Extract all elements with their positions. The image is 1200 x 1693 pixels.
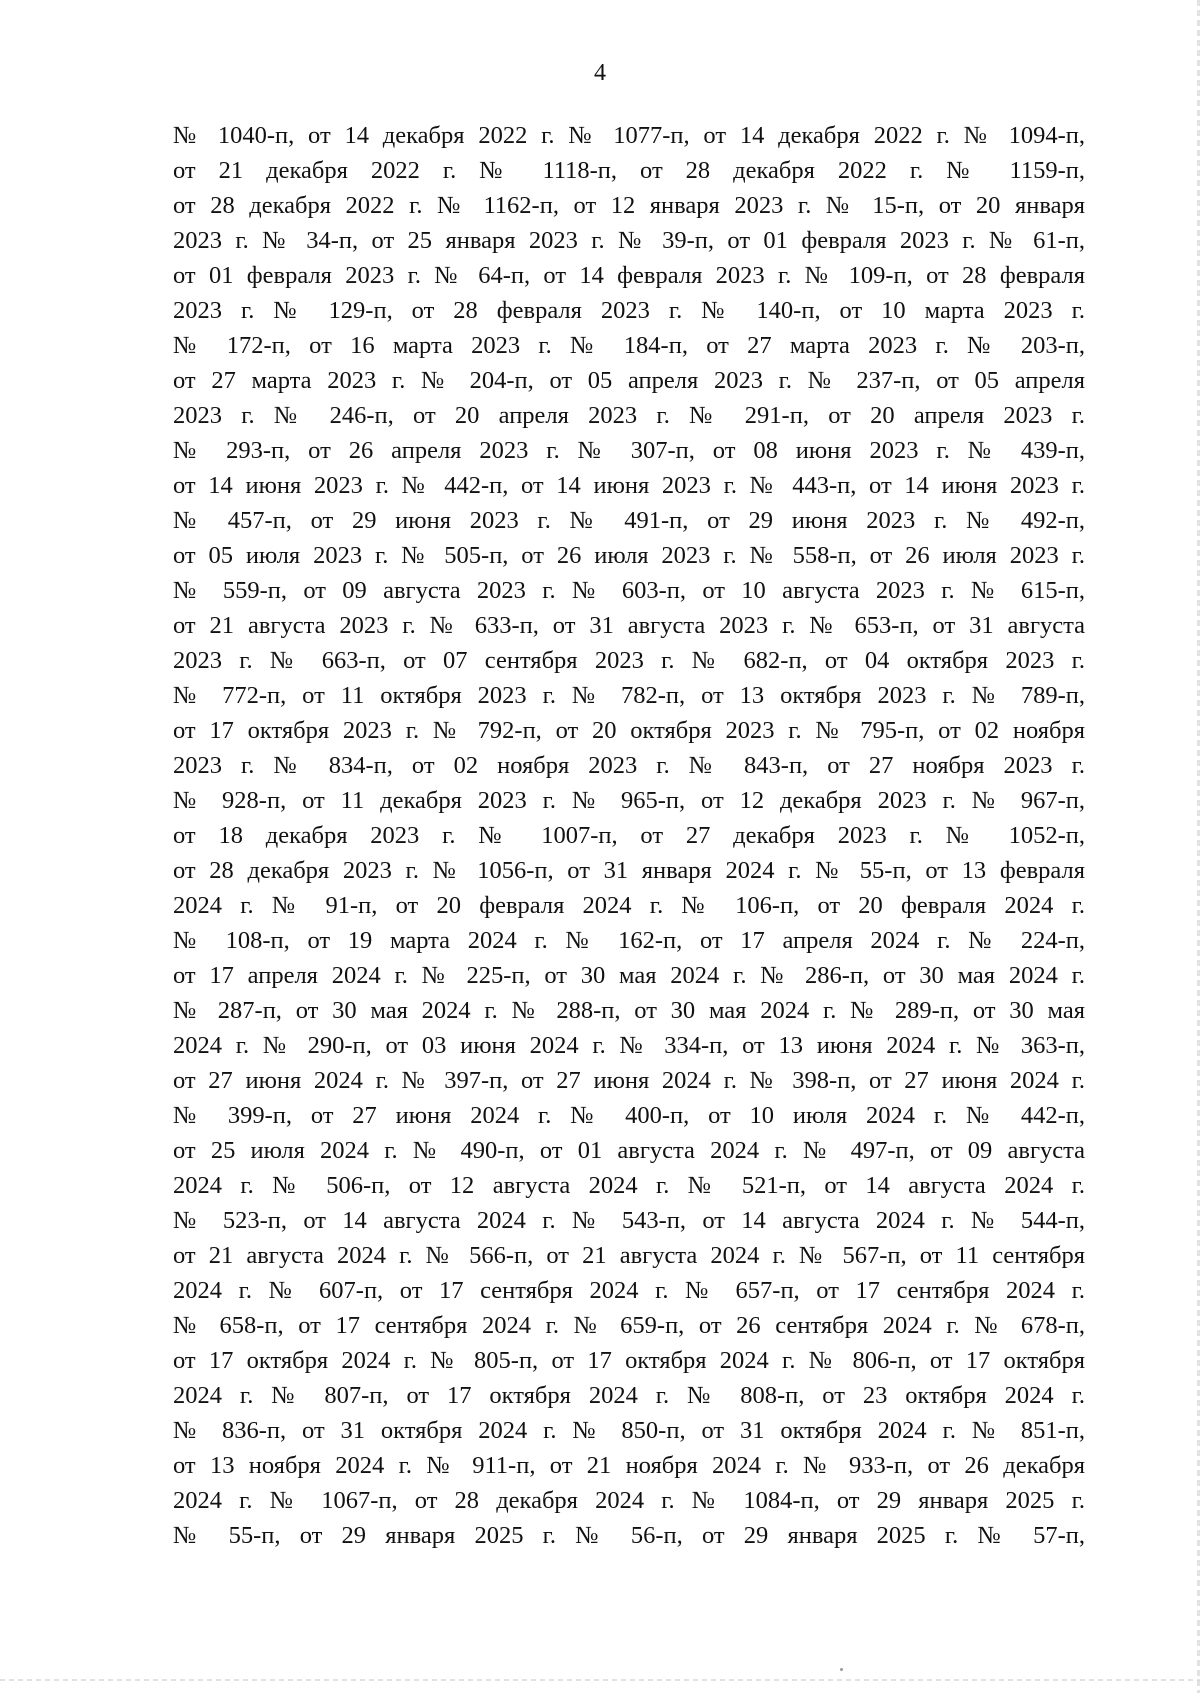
page-number: 4 [594,60,606,86]
text-line: 2023 г. № 129-п, от 28 февраля 2023 г. № 140-п, от 10 марта 2023 г. [173,297,1085,324]
text-line: от 27 марта 2023 г. № 204-п, от 05 апреля 2023 г. № 237-п, от 05 апреля [173,367,1085,394]
text-line: от 13 ноября 2024 г. № 911-п, от 21 ноября 2024 г. № 933-п, от 26 декабря [173,1452,1085,1479]
text-line: от 21 декабря 2022 г. № 1118-п, от 28 декабря 2022 г. № 1159-п, [173,157,1085,184]
text-line: от 17 октября 2023 г. № 792-п, от 20 октября 2023 г. № 795-п, от 02 ноября [173,717,1085,744]
text-line: № 928-п, от 11 декабря 2023 г. № 965-п, от 12 декабря 2023 г. № 967-п, [173,787,1085,814]
text-line: 2023 г. № 834-п, от 02 ноября 2023 г. № 843-п, от 27 ноября 2023 г. [173,752,1085,779]
text-line: № 55-п, от 29 января 2025 г. № 56-п, от 29 января 2025 г. № 57-п, [173,1522,1085,1549]
text-line: от 28 декабря 2022 г. № 1162-п, от 12 января 2023 г. № 15-п, от 20 января [173,192,1085,219]
body-text [173,118,1085,1553]
text-line: 2023 г. № 34-п, от 25 января 2023 г. № 39-п, от 01 февраля 2023 г. № 61-п, [173,227,1085,254]
text-line: 2023 г. № 663-п, от 07 сентября 2023 г. № 682-п, от 04 октября 2023 г. [173,647,1085,674]
scan-edge-bottom [0,1679,1200,1681]
text-line: от 01 февраля 2023 г. № 64-п, от 14 февраля 2023 г. № 109-п, от 28 февраля [173,262,1085,289]
text-line: 2024 г. № 607-п, от 17 сентября 2024 г. № 657-п, от 17 сентября 2024 г. [173,1277,1085,1304]
text-line: от 28 декабря 2023 г. № 1056-п, от 31 января 2024 г. № 55-п, от 13 февраля [173,857,1085,884]
text-line: № 523-п, от 14 августа 2024 г. № 543-п, от 14 августа 2024 г. № 544-п, [173,1207,1085,1234]
text-line: № 172-п, от 16 марта 2023 г. № 184-п, от 27 марта 2023 г. № 203-п, [173,332,1085,359]
text-line: от 21 августа 2023 г. № 633-п, от 31 августа 2023 г. № 653-п, от 31 августа [173,612,1085,639]
text-line: 2024 г. № 1067-п, от 28 декабря 2024 г. № 1084-п, от 29 января 2025 г. [173,1487,1085,1514]
text-line: 2024 г. № 807-п, от 17 октября 2024 г. № 808-п, от 23 октября 2024 г. [173,1382,1085,1409]
text-line: № 836-п, от 31 октября 2024 г. № 850-п, от 31 октября 2024 г. № 851-п, [173,1417,1085,1444]
text-line: от 21 августа 2024 г. № 566-п, от 21 августа 2024 г. № 567-п, от 11 сентября [173,1242,1085,1269]
text-line: от 17 апреля 2024 г. № 225-п, от 30 мая 2024 г. № 286-п, от 30 мая 2024 г. [173,962,1085,989]
text-line: 2023 г. № 246-п, от 20 апреля 2023 г. № 291-п, от 20 апреля 2023 г. [173,402,1085,429]
text-line: № 399-п, от 27 июня 2024 г. № 400-п, от 10 июля 2024 г. № 442-п, [173,1102,1085,1129]
text-line: № 559-п, от 09 августа 2023 г. № 603-п, от 10 августа 2023 г. № 615-п, [173,577,1085,604]
text-line: № 457-п, от 29 июня 2023 г. № 491-п, от 29 июня 2023 г. № 492-п, [173,507,1085,534]
text-line: № 108-п, от 19 марта 2024 г. № 162-п, от 17 апреля 2024 г. № 224-п, [173,927,1085,954]
scan-dot [840,1668,843,1671]
text-line: от 27 июня 2024 г. № 397-п, от 27 июня 2024 г. № 398-п, от 27 июня 2024 г. [173,1067,1085,1094]
text-line: от 17 октября 2024 г. № 805-п, от 17 октября 2024 г. № 806-п, от 17 октября [173,1347,1085,1374]
text-line: № 293-п, от 26 апреля 2023 г. № 307-п, от 08 июня 2023 г. № 439-п, [173,437,1085,464]
text-line: 2024 г. № 91-п, от 20 февраля 2024 г. № 106-п, от 20 февраля 2024 г. [173,892,1085,919]
text-line: от 18 декабря 2023 г. № 1007-п, от 27 декабря 2023 г. № 1052-п, [173,822,1085,849]
text-line: от 14 июня 2023 г. № 442-п, от 14 июня 2023 г. № 443-п, от 14 июня 2023 г. [173,472,1085,499]
text-line: от 25 июля 2024 г. № 490-п, от 01 августа 2024 г. № 497-п, от 09 августа [173,1137,1085,1164]
text-line: № 658-п, от 17 сентября 2024 г. № 659-п, от 26 сентября 2024 г. № 678-п, [173,1312,1085,1339]
text-line: 2024 г. № 506-п, от 12 августа 2024 г. № 521-п, от 14 августа 2024 г. [173,1172,1085,1199]
text-line: 2024 г. № 290-п, от 03 июня 2024 г. № 334-п, от 13 июня 2024 г. № 363-п, [173,1032,1085,1059]
text-line: № 772-п, от 11 октября 2023 г. № 782-п, от 13 октября 2023 г. № 789-п, [173,682,1085,709]
text-line: от 05 июля 2023 г. № 505-п, от 26 июля 2023 г. № 558-п, от 26 июля 2023 г. [173,542,1085,569]
text-line: № 287-п, от 30 мая 2024 г. № 288-п, от 30 мая 2024 г. № 289-п, от 30 мая [173,997,1085,1024]
text-line: № 1040-п, от 14 декабря 2022 г. № 1077-п, от 14 декабря 2022 г. № 1094-п, [173,122,1085,149]
